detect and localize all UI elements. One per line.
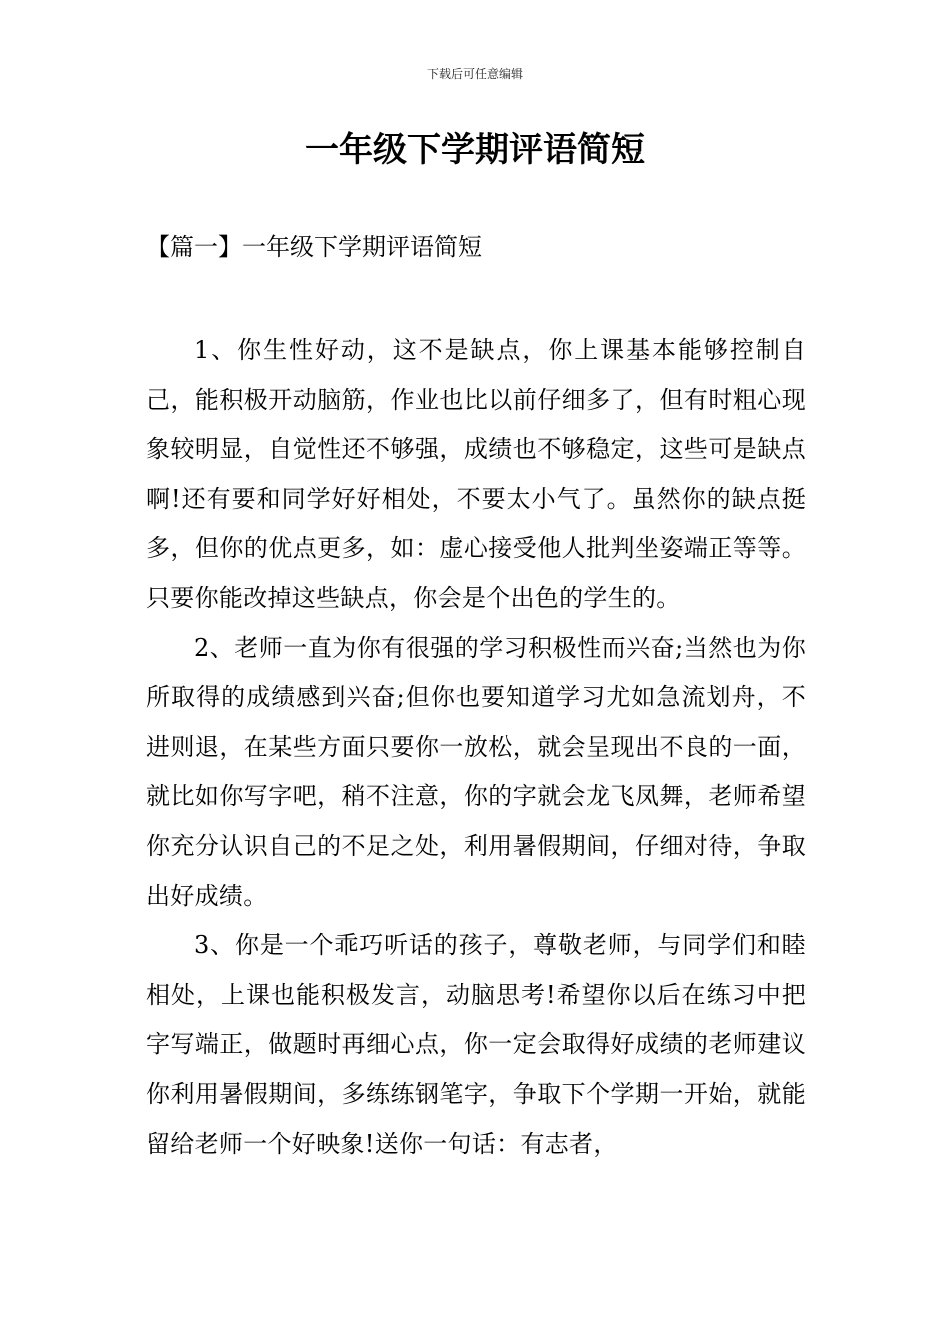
paragraph-3: 3、你是一个乖巧听话的孩子，尊敬老师，与同学们和睦相处，上课也能积极发言，动脑思考!希望你以后在练习中把字写端正，做题时再细心点，你一定会取得好成绩的老师建议你利用暑假期间，多练练钢笔字，争取下个学期一开始，就能留给老师一个好映象!送你一句话：有志者， — [146, 931, 806, 1158]
paragraph-2: 2、老师一直为你有很强的学习积极性而兴奋;当然也为你所取得的成绩感到兴奋;但你也要知道学习尤如急流划舟，不进则退，在某些方面只要你一放松，就会呈现出不良的一面，就比如你写字吧，稍不注意，你的字就会龙飞凤舞，老师希望你充分认识自己的不足之处，利用暑假期间，仔细对待，争取出好成绩。 — [146, 633, 806, 910]
paragraph-1: 1、你生性好动，这不是缺点，你上课基本能够控制自己，能积极开动脑筋，作业也比以前仔细多了，但有时粗心现象较明显，自觉性还不够强，成绩也不够稳定，这些可是缺点啊!还有要和同学好好相处，不要太小气了。虽然你的缺点挺多，但你的优点更多，如：虚心接受他人批判坐姿端正等等。只要你能改掉这些缺点，你会是个出色的学生的。 — [146, 336, 806, 612]
header-note: 下载后可任意编辑 — [426, 67, 523, 81]
document-title: 一年级下学期评语简短 — [305, 130, 645, 170]
document-body — [146, 326, 806, 1169]
section-heading: 【篇一】一年级下学期评语简短 — [146, 233, 482, 261]
